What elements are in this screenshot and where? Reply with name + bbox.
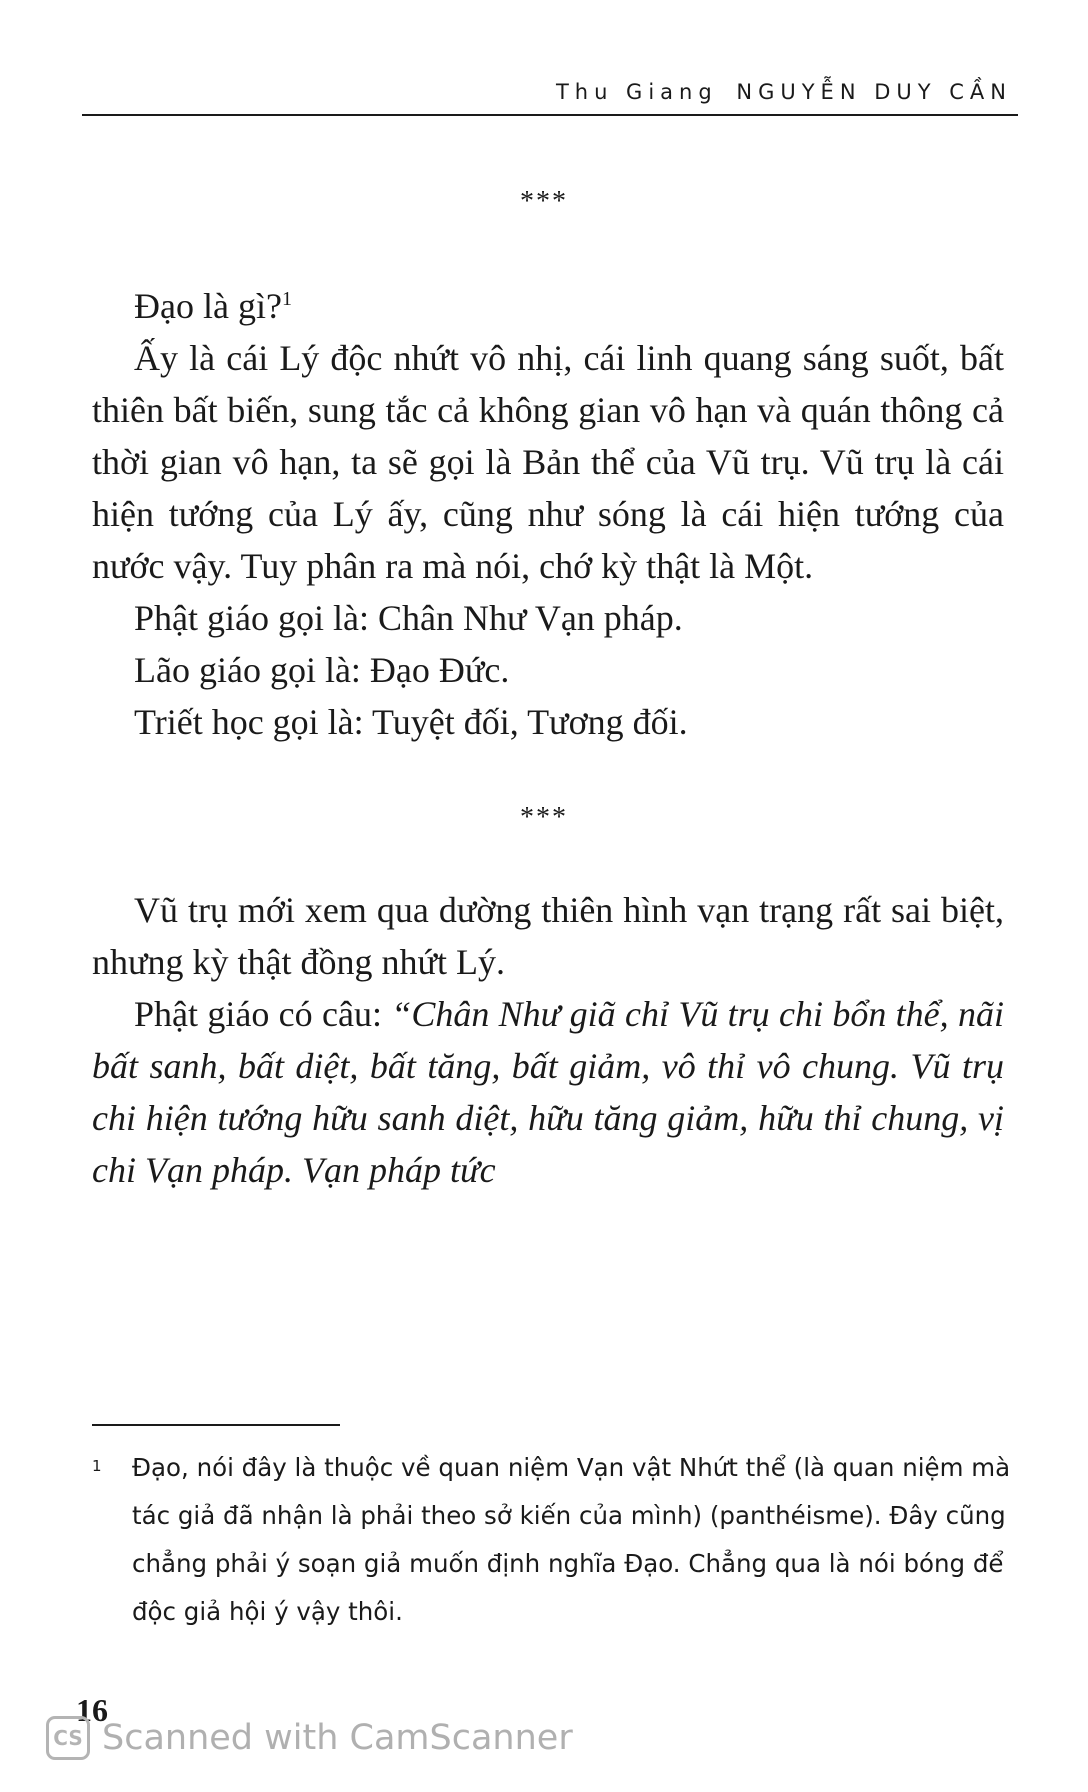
section-1 [92,280,1004,748]
quote-intro: Phật giáo có câu: [134,994,392,1034]
question-line [92,280,1004,332]
page-number: 16 [76,1692,108,1728]
section-2 [92,884,1004,1196]
definition-line-philosophy: Triết học gọi là: Tuyệt đối, Tương đối. [134,702,688,742]
running-header [82,80,1018,116]
footnote-number: 1 [92,1457,102,1475]
body-paragraph-1: Ấy là cái Lý độc nhứt vô nhị, cái linh quang sáng suốt, bất thiên bất biến, sung tắc cả không gian vô hạn và quán thông cả thời gian vô hạn, ta sẽ gọi là Bản thể của Vũ trụ. Vũ trụ là cái hiện tướng của Lý ấy, cũng như sóng là cái hiện tướng của nước vậy. Tuy phân ra mà nói, chớ kỳ thật là Một. [92,338,1004,586]
footnote-text: Đạo, nói đây là thuộc về quan niệm Vạn vật Nhứt thể (là quan niệm mà tác giả đã nhận là phải theo sở kiến của mình) (panthéisme). Đây cũng chẳng phải ý soạn giả muốn định nghĩa Đạo. Chẳng qua là nói bóng để độc giả hội ý vậy thôi. [132,1453,1011,1626]
author-first-name: Thu Giang [555,80,718,104]
definition-line-taoism: Lão giáo gọi là: Đạo Đức. [134,650,510,690]
question-text: Đạo là gì? [134,286,282,326]
definition-line-buddhism: Phật giáo gọi là: Chân Như Vạn pháp. [134,598,683,638]
watermark-text: Scanned with CamScanner [102,1718,573,1758]
camscanner-logo-icon: CS [46,1716,90,1760]
footnote [92,1444,1012,1636]
footnote-ref: 1 [281,288,292,310]
scanner-watermark [46,1708,573,1768]
body-paragraph-2: Vũ trụ mới xem qua dường thiên hình vạn trạng rất sai biệt, nhưng kỳ thật đồng nhứt Lý. [92,890,1004,982]
running-header-text [556,80,1012,104]
author-last-name: NGUYỄN DUY CẦN [736,80,1012,104]
footnote-divider [92,1424,340,1426]
buddhist-quote: “Chân Như giã chỉ Vũ trụ chi bổn thể, nãi bất sanh, bất diệt, bất tăng, bất giảm, vô thỉ vô chung. Vũ trụ chi hiện tướng hữu sanh diệt, hữu tăng giảm, hữu thỉ chung, vị chi Vạn pháp. Vạn pháp tức [92,994,1004,1190]
section-separator-1: *** [520,186,568,217]
section-separator-2: *** [520,802,568,833]
body-paragraph-3 [92,988,1004,1196]
